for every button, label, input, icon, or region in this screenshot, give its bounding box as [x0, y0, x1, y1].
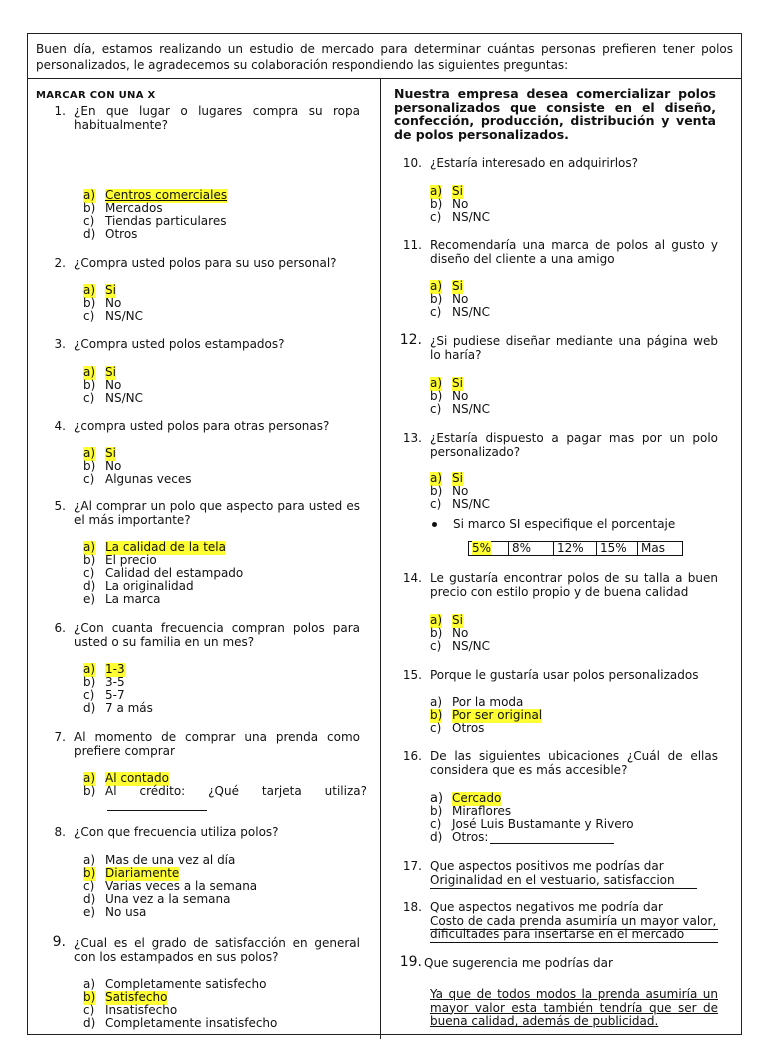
column-divider	[380, 79, 381, 1039]
question-text: Le gustaría encontrar polos de su talla a buen precio con estilo propio y de buena calidad	[430, 571, 718, 599]
question-text: ¿Si pudiese diseñar mediante una página web lo haría?	[430, 334, 718, 362]
question-text: ¿Compra usted polos estampados?	[74, 337, 285, 351]
other-location-blank-line[interactable]	[490, 843, 614, 844]
question-text: ¿Compra usted polos para su uso personal?	[74, 256, 337, 270]
negative-aspects-answer-line-2[interactable]: dificultades para insertarse en el mercado	[430, 928, 718, 943]
question-number: 17.	[402, 859, 422, 873]
question-text: ¿Al comprar un polo que aspecto para usted es el más importante?	[74, 499, 360, 527]
suggestion-answer[interactable]: Ya que de todos modos la prenda asumiría un mayor valor esta también tendría que ser de buena calidad, además de publicidad.	[430, 987, 718, 1028]
question-number: 6.	[54, 621, 66, 635]
question-text: ¿Con cuanta frecuencia compran polos para usted o su familia en un mes?	[74, 621, 360, 649]
question-number: 2.	[54, 256, 66, 270]
question-text: ¿Cual es el grado de satisfacción en general con los estampados en sus polos?	[74, 936, 360, 964]
question-number: 11.	[402, 238, 422, 252]
question-number: 1.	[54, 104, 66, 118]
percentage-15[interactable]: 15%	[597, 542, 638, 556]
option-q7-b[interactable]: b) Al crédito: ¿Qué tarjeta utiliza?	[83, 784, 367, 798]
question-text: ¿Estaría interesado en adquirirlos?	[430, 156, 638, 170]
question-text: ¿Estaría dispuesto a pagar mas por un polo personalizado?	[430, 431, 718, 459]
question-number: 8.	[54, 825, 66, 839]
question-text: Que aspectos negativos me podría dar	[430, 900, 663, 914]
question-number: 16.	[402, 749, 422, 763]
question-number: 10.	[402, 156, 422, 170]
company-heading: Nuestra empresa desea comercializar polos personalizados que consiste en el diseño, confección, producción, distribución y venta de polos personalizados.	[394, 86, 716, 142]
question-text: Que sugerencia me podrías dar	[424, 956, 613, 970]
percentage-8[interactable]: 8%	[509, 542, 554, 556]
intro-paragraph: Buen día, estamos realizando un estudio de mercado para determinar cuántas personas prefieren tener polos personalizados, le agradecemos su colaboración respondiendo las siguientes preguntas:	[28, 34, 741, 79]
question-number: 3.	[54, 337, 66, 351]
question-number: 4.	[54, 419, 66, 433]
percentage-mas[interactable]: Mas	[638, 542, 683, 556]
question-number: 14.	[402, 571, 422, 585]
question-number: 5.	[54, 499, 66, 513]
instruction-label: MARCAR CON UNA X	[36, 90, 156, 101]
negative-aspects-answer-line-1[interactable]: Costo de cada prenda asumiría un mayor valor,	[430, 914, 717, 928]
question-number: 12.	[399, 332, 422, 348]
question-text: ¿compra usted polos para otras personas?	[74, 419, 330, 433]
question-number: 9.	[52, 934, 66, 950]
question-text: De las siguientes ubicaciones ¿Cuál de ellas considera que es más accesible?	[430, 749, 718, 777]
positive-aspects-answer[interactable]: Originalidad en el vestuario, satisfaccion	[430, 874, 697, 889]
question-text: Que aspectos positivos me podrías dar	[430, 859, 664, 873]
percentage-table	[468, 541, 683, 556]
question-number: 18.	[402, 900, 422, 914]
question-text: ¿Con que frecuencia utiliza polos?	[74, 825, 279, 839]
bullet-icon	[432, 522, 437, 527]
question-number: 7.	[54, 730, 66, 744]
question-text: Al momento de comprar una prenda como prefiere comprar	[74, 730, 360, 758]
question-text: Porque le gustaría usar polos personalizados	[430, 668, 699, 682]
question-text: Recomendaría una marca de polos al gusto y diseño del cliente a una amigo	[430, 238, 718, 266]
survey-page: Buen día, estamos realizando un estudio de mercado para determinar cuántas personas prefieren tener polos personalizados, le agradecemos su colaboración respondiendo las siguientes preguntas: MARCAR CON UNA X 1. ¿En que lugar o lugares compra su ropa habitualmente? a) Centros comerciales b) Mercados c) Tiendas particulares d) Otros 2. ¿Compra usted polos para su uso personal? a) Si b) No c) NS/NC 3. ¿Compra usted polos estampados? a) Si b) No c) NS/NC 4. ¿compra usted polos para otras personas? a) Si b) No c) Algunas veces 5. ¿Al comprar un polo que aspecto para usted es el más importante? a) La calidad de la tela b) El precio c) Calidad del estampado d) La originalidad e) La marca 6. ¿Con cuanta frecuencia compran polos para usted o su familia en un mes? a) 1-3 b) 3-5 c) 5-7 d) 7 a más 7. Al momento de comprar una prenda como prefiere comprar a) Al contado b) Al crédito: ¿Qué tarjeta utiliza? 8. ¿Con que frecuencia utiliza polos? a) Mas de una vez al día b) Diariamente c) Varias veces a la semana d) Una vez a la semana e) No usa 9. ¿Cual es el grado de satisfacción en general con los estampados en sus polos? a) Completamente satisfecho b) Satisfecho c) Insatisfecho d) Completamente insatisfecho Nuestra empresa desea comercializar polos personalizados que consiste en el diseño, confección, producción, distribución y venta de polos personalizados. 10. ¿Estaría interesado en adquirirlos? a) Si b) No c) NS/NC 11. Recomendaría una marca de polos al gusto y diseño del cliente a una amigo a) Si b) No c) NS/NC 12. ¿Si pudiese diseñar mediante una página web lo haría? a) Si b) No c) NS/NC 13. ¿Estaría dispuesto a pagar mas por un polo personalizado? a) Si b) No c) NS/NC Si marco SI especifique el porcentaje 5% 8% 12% 15% Mas 14. Le gustaría encontrar polos de su talla a buen precio con estilo propio y de buena calidad a) Si b) No c) NS/NC 15. Porque le gustaría usar polos personalizados a) Por la moda b) Por ser original c) Otros 16. De las siguientes ubicaciones ¿Cuál de ellas considera que es más accesible? a) Cercado b) Miraflores c) José Luis Bustamante y Rivero d) Otros: 17. Que aspectos positivos me podrías dar Originalidad en el vestuario, satisfaccion 18. Que aspectos negativos me podría dar Costo de cada prenda asumiría un mayor valor, dificultades para insertarse en el mercado 19. Que sugerencia me podrías dar Ya que de todos modos la prenda asumiría un mayor valor esta también tendría que ser de buena calidad, además de publicidad.	[27, 33, 742, 1035]
percentage-5[interactable]: 5%	[469, 542, 509, 556]
question-number: 15.	[402, 668, 422, 682]
question-text: ¿En que lugar o lugares compra su ropa habitualmente?	[74, 104, 360, 132]
credit-card-blank-line[interactable]	[107, 810, 207, 811]
percentage-12[interactable]: 12%	[554, 542, 597, 556]
question-number: 13.	[402, 431, 422, 445]
question-number: 19.	[399, 954, 422, 970]
